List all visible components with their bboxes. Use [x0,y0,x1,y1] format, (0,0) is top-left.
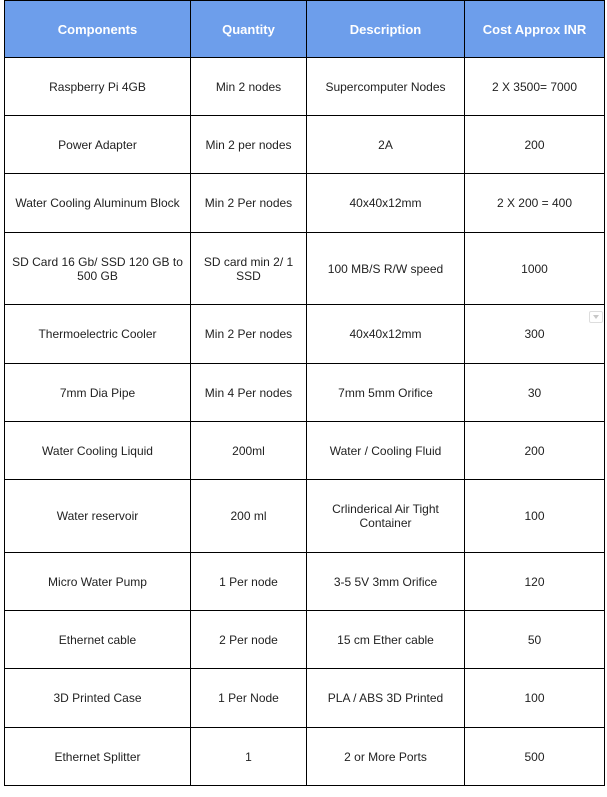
table-row [5,422,605,480]
cell-cost: 2 X 3500= 7000 [465,58,605,116]
cell-component: Thermoelectric Cooler [5,305,191,364]
cell-description: PLA / ABS 3D Printed [307,669,465,728]
cell-description: 15 cm Ether cable [307,611,465,669]
cell-quantity: 1 Per node [191,553,307,611]
cell-component: 3D Printed Case [5,669,191,728]
cell-description: Supercomputer Nodes [307,58,465,116]
cell-component: 7mm Dia Pipe [5,364,191,422]
table-row [5,728,605,786]
cell-component: Micro Water Pump [5,553,191,611]
cell-quantity: Min 2 nodes [191,58,307,116]
cell-quantity: SD card min 2/ 1 SSD [191,233,307,305]
cell-quantity: 1 [191,728,307,786]
header-components: Components [5,1,191,58]
table-body [5,58,605,786]
cell-cost: 120 [465,553,605,611]
table-row [5,233,605,305]
cell-cost: 300 [465,305,605,364]
cell-description: 40x40x12mm [307,305,465,364]
cell-quantity: Min 2 per nodes [191,116,307,174]
cell-cost: 50 [465,611,605,669]
cell-quantity: 1 Per Node [191,669,307,728]
cell-cost: 500 [465,728,605,786]
table-header-row [5,1,605,58]
table-row [5,364,605,422]
cell-description: 2A [307,116,465,174]
cell-quantity: Min 2 Per nodes [191,305,307,364]
cell-cost: 2 X 200 = 400 [465,174,605,233]
cell-quantity: 2 Per node [191,611,307,669]
cell-cost: 30 [465,364,605,422]
cell-quantity: Min 2 Per nodes [191,174,307,233]
cell-cost: 100 [465,480,605,553]
cell-description: 7mm 5mm Orifice [307,364,465,422]
table-row [5,553,605,611]
cell-component: Ethernet cable [5,611,191,669]
header-quantity: Quantity [191,1,307,58]
cell-component: Ethernet Splitter [5,728,191,786]
cell-component: Raspberry Pi 4GB [5,58,191,116]
header-description: Description [307,1,465,58]
cell-quantity: 200 ml [191,480,307,553]
table-row [5,174,605,233]
cell-description: 3-5 5V 3mm Orifice [307,553,465,611]
cell-description: 40x40x12mm [307,174,465,233]
dropdown-arrow-icon[interactable] [589,311,603,323]
cell-description: Crlinderical Air Tight Container [307,480,465,553]
cell-component: SD Card 16 Gb/ SSD 120 GB to 500 GB [5,233,191,305]
table-row [5,669,605,728]
cell-component: Water Cooling Liquid [5,422,191,480]
cell-component: Water reservoir [5,480,191,553]
cell-cost: 1000 [465,233,605,305]
cell-description: 100 MB/S R/W speed [307,233,465,305]
cell-quantity: 200ml [191,422,307,480]
components-table [4,0,605,786]
table-row [5,116,605,174]
cell-description: Water / Cooling Fluid [307,422,465,480]
header-cost: Cost Approx INR [465,1,605,58]
cell-cost: 100 [465,669,605,728]
table-row [5,305,605,364]
cell-description: 2 or More Ports [307,728,465,786]
cell-cost: 200 [465,422,605,480]
cell-quantity: Min 4 Per nodes [191,364,307,422]
cell-cost: 200 [465,116,605,174]
table-row [5,58,605,116]
cell-component: Water Cooling Aluminum Block [5,174,191,233]
table-row [5,611,605,669]
cell-component: Power Adapter [5,116,191,174]
table-row [5,480,605,553]
